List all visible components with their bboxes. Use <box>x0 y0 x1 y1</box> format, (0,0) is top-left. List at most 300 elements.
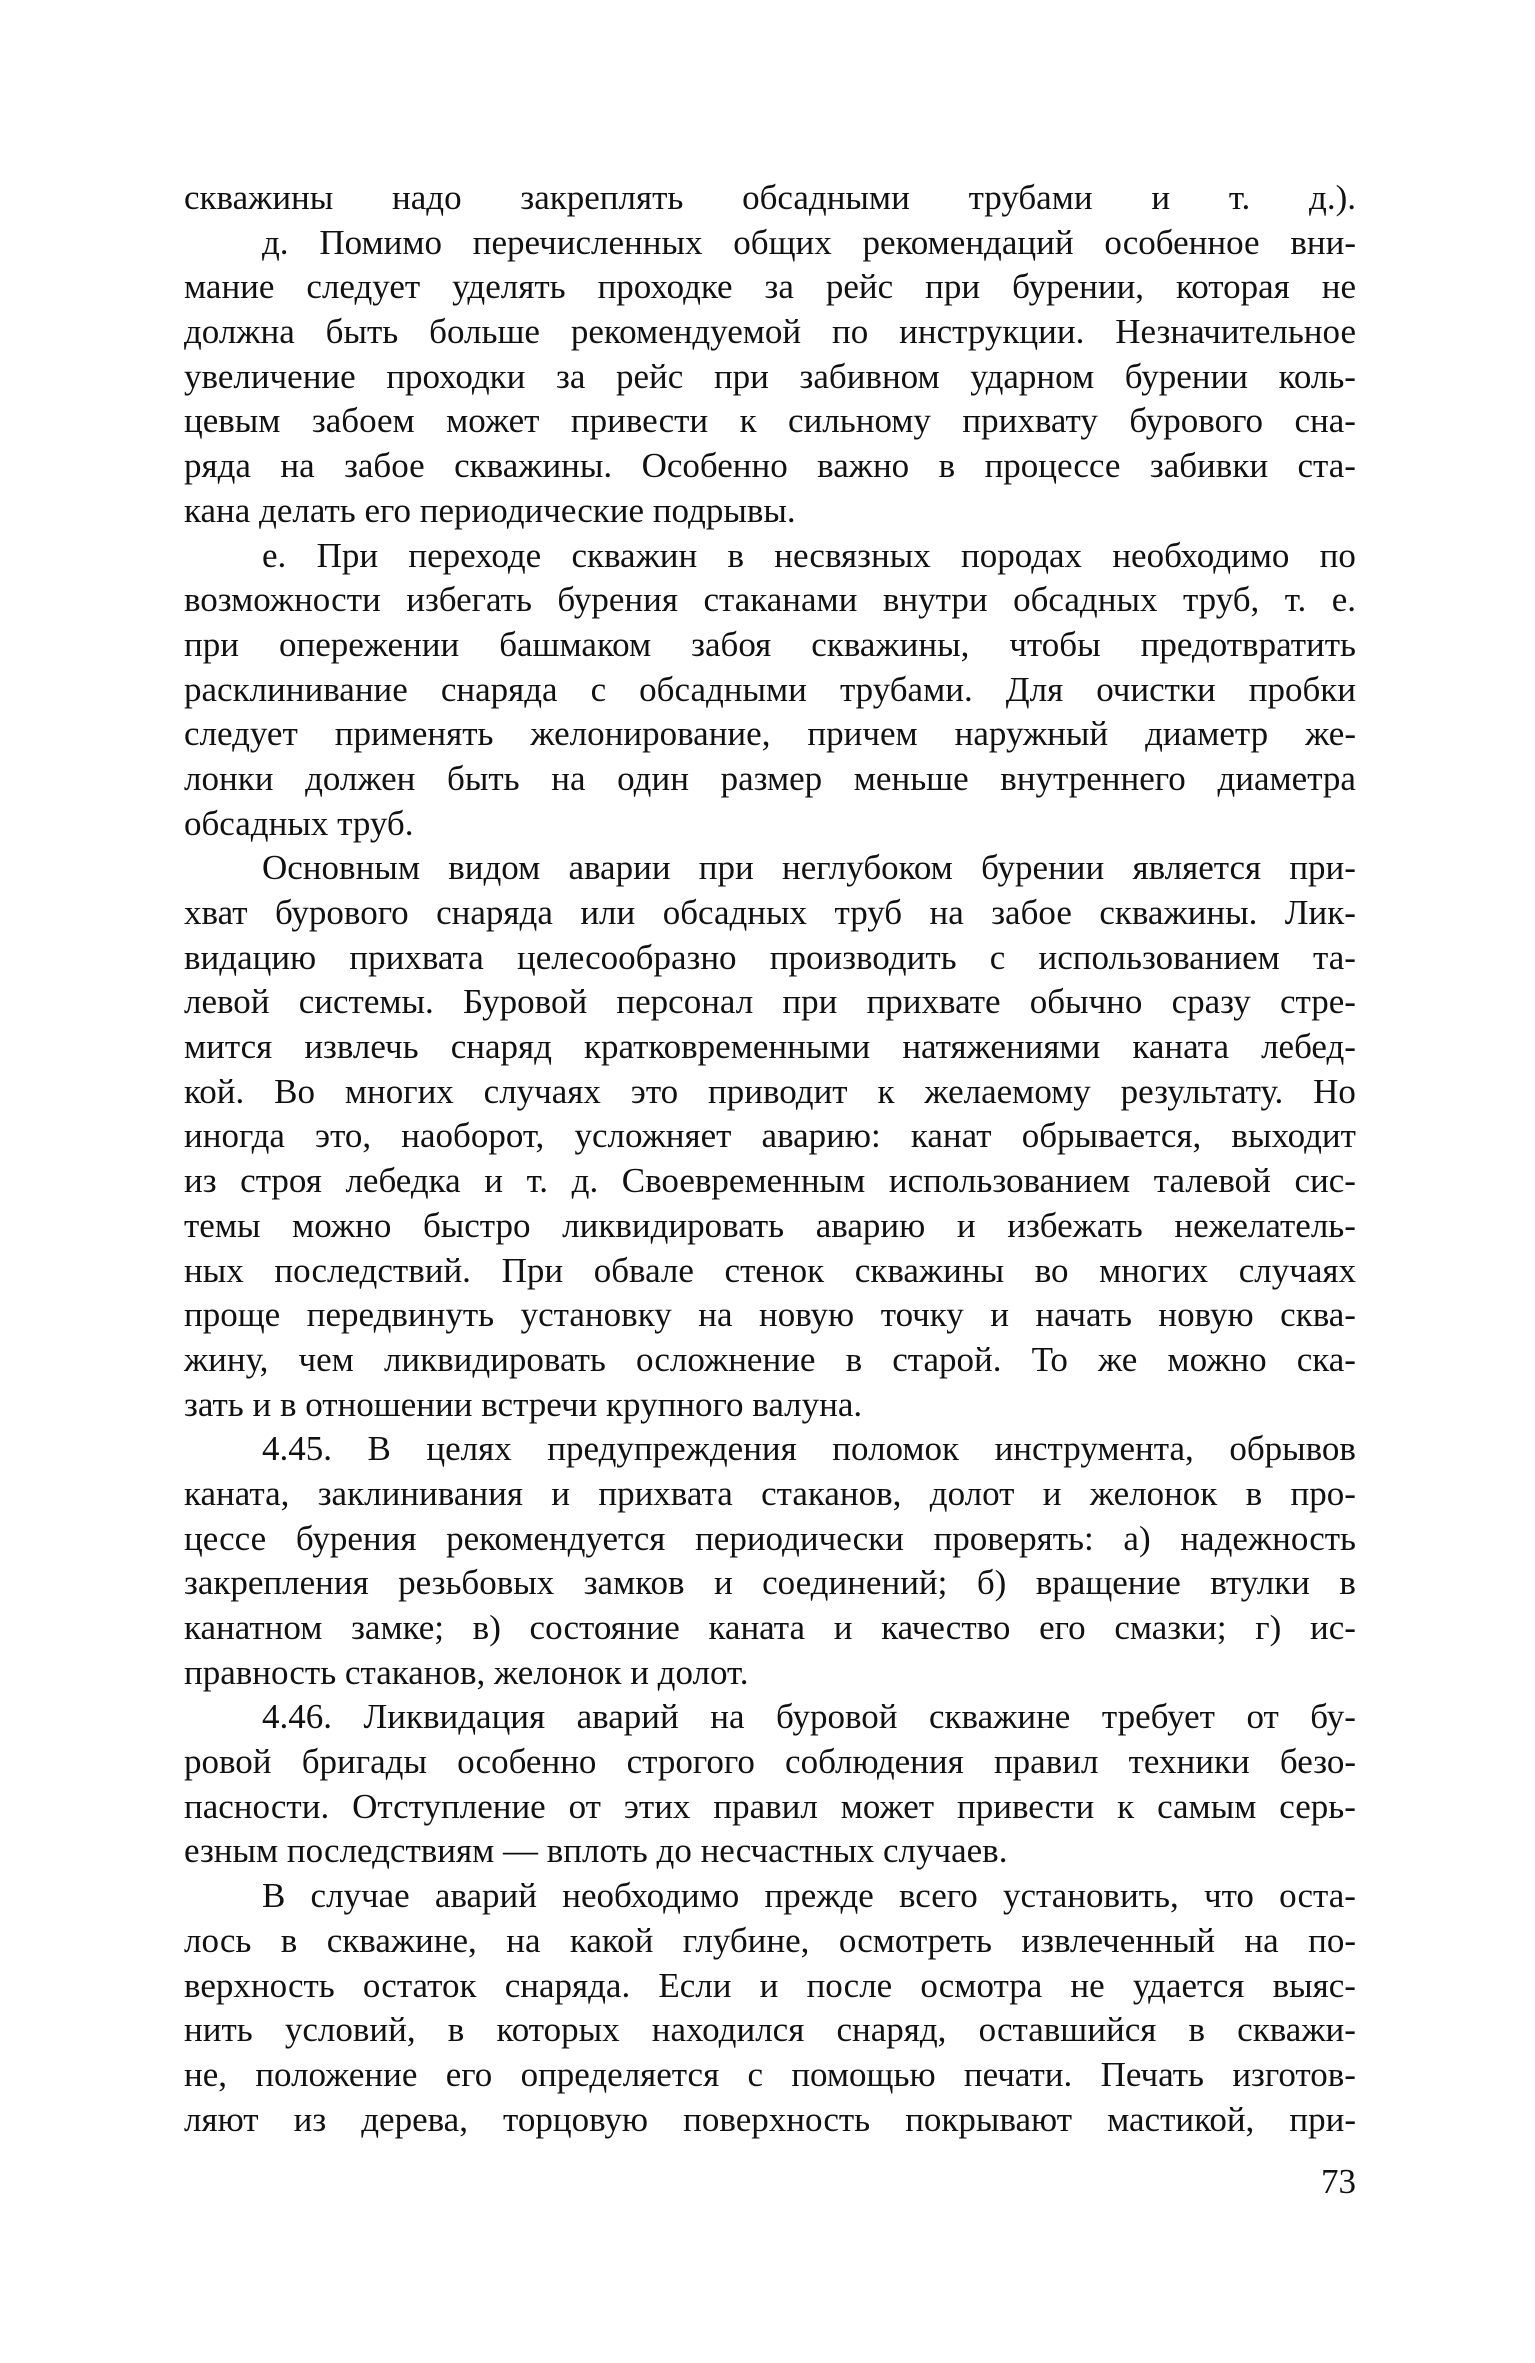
text-line <box>184 1159 1356 1204</box>
word: желонок <box>1089 1473 1218 1513</box>
word: про- <box>1290 1473 1356 1513</box>
word: и <box>833 1608 853 1647</box>
text-line <box>184 2098 1356 2143</box>
word: стаканов, <box>761 1473 902 1513</box>
word: Печать <box>1100 2054 1205 2094</box>
word: надо <box>392 178 462 217</box>
word: породах <box>960 535 1083 575</box>
word: избежать <box>1007 1205 1143 1245</box>
word: бригады <box>301 1742 427 1782</box>
word: забоем <box>311 401 415 441</box>
word: этих <box>623 1786 691 1826</box>
word: Во <box>274 1071 315 1111</box>
word: и <box>990 1295 1010 1335</box>
word: помощью <box>791 2054 936 2094</box>
word: определяется <box>520 2054 720 2094</box>
word: вращение <box>1035 1563 1181 1603</box>
page-body <box>184 176 1356 2142</box>
word: привести <box>956 1786 1095 1826</box>
word: ровой <box>184 1742 272 1782</box>
text-line <box>184 1606 1356 1651</box>
word: т. <box>526 1161 549 1201</box>
word: привести <box>570 401 709 441</box>
word: мится <box>184 1027 273 1067</box>
word: Если <box>658 1965 732 2005</box>
word: новую <box>1158 1295 1254 1335</box>
paragraph-item-e <box>184 534 1356 847</box>
word: е. <box>1331 580 1356 620</box>
word: в <box>1245 1473 1263 1513</box>
text-line <box>184 1695 1356 1740</box>
word: случаях <box>1238 1250 1356 1290</box>
word: скважине <box>929 1697 1071 1737</box>
word: серь- <box>1279 1786 1356 1826</box>
word: производить <box>769 937 957 977</box>
word: инструкции. <box>899 312 1085 352</box>
word: случае <box>310 1876 410 1916</box>
word: обсадными <box>639 669 807 709</box>
word: извлечь <box>304 1027 419 1067</box>
word: состояние <box>529 1608 680 1647</box>
word: ликвидировать <box>383 1339 606 1379</box>
word: выяс- <box>1272 1965 1356 2005</box>
word: ных <box>184 1250 244 1290</box>
word: скважины. <box>1099 893 1258 932</box>
word: прихвата <box>349 937 484 977</box>
word: не <box>1321 267 1356 307</box>
word: печати. <box>963 2054 1073 2094</box>
word: снаряда <box>440 669 558 709</box>
word: снаряд <box>450 1027 552 1067</box>
word: его <box>445 2054 493 2094</box>
text-line <box>184 176 1356 221</box>
word: мание <box>184 267 275 307</box>
word: снаряда. <box>504 1965 631 2005</box>
word: в <box>1188 2010 1206 2050</box>
word: снаряд, <box>836 2010 947 2050</box>
word: возможности <box>184 580 381 620</box>
word: скважины <box>854 1250 1005 1290</box>
word: при <box>184 624 239 664</box>
word: использованием <box>1038 937 1280 977</box>
word: удается <box>1132 1965 1245 2005</box>
text-line <box>184 1249 1356 1294</box>
text-line <box>184 1964 1356 2009</box>
word: и <box>1151 178 1171 217</box>
word: целесообразно <box>516 937 737 977</box>
word: в <box>280 1920 298 1960</box>
word: установить, <box>1002 1876 1179 1916</box>
word: качество <box>881 1608 1011 1647</box>
word: Но <box>1313 1071 1356 1111</box>
word: проходке <box>597 267 733 307</box>
word: избегать <box>406 580 532 620</box>
word: обрывается, <box>1021 1116 1202 1156</box>
word: ис- <box>1309 1608 1356 1647</box>
word: обрывов <box>1229 1429 1356 1469</box>
word: Для <box>1005 669 1064 709</box>
word: вни- <box>1290 222 1356 262</box>
text-line <box>184 936 1356 981</box>
word: Буровой <box>462 982 588 1022</box>
word: лебед- <box>1261 1027 1356 1067</box>
word: покрывают <box>905 2099 1073 2139</box>
text-line <box>184 2053 1356 2098</box>
word: наоборот, <box>401 1116 545 1156</box>
word: забое <box>991 893 1072 932</box>
word: нежелатель- <box>1174 1205 1356 1245</box>
word: обвале <box>593 1250 694 1290</box>
paragraph-continuation <box>184 176 1356 221</box>
word: ска- <box>1296 1339 1356 1379</box>
word: 4.46. <box>262 1697 332 1737</box>
word: 4.45. <box>262 1429 332 1469</box>
word: аварии <box>568 848 671 888</box>
word: стенок <box>724 1250 825 1290</box>
word: заклинивания <box>317 1473 523 1513</box>
word: аварий <box>434 1876 538 1916</box>
paragraph-item-d <box>184 221 1356 534</box>
word: башмаком <box>499 624 652 664</box>
word: ста- <box>1297 446 1356 486</box>
text-line <box>184 265 1356 310</box>
word: соблюдения <box>785 1742 964 1782</box>
word: осмотреть <box>838 1920 992 1960</box>
word: на <box>551 758 586 798</box>
word: закрепления <box>184 1563 369 1603</box>
paragraph-section-4-45 <box>184 1427 1356 1695</box>
word: сильному <box>788 401 931 441</box>
word: При <box>316 535 379 575</box>
word: внутри <box>882 580 988 620</box>
text-line: правность стаканов, желонок и долот. <box>184 1652 749 1692</box>
text-line: кана делать его периодические подрывы. <box>184 490 796 530</box>
text-line <box>184 1740 1356 1785</box>
word: изготов- <box>1232 2054 1356 2094</box>
word: самым <box>1157 1786 1257 1826</box>
word: должен <box>305 758 416 798</box>
word: кой. <box>184 1071 245 1111</box>
word: при <box>713 356 769 396</box>
paragraph-accident-procedure <box>184 1874 1356 2142</box>
word: необходимо <box>562 1876 740 1916</box>
word: является <box>1132 848 1262 888</box>
word: на <box>1244 1920 1279 1960</box>
text-line <box>184 1025 1356 1070</box>
word: начать <box>1035 1295 1132 1335</box>
word: стре- <box>1279 982 1356 1022</box>
word: скважины <box>184 178 334 217</box>
word: с <box>747 2054 764 2094</box>
word: процессе <box>984 446 1121 486</box>
word: остаток <box>362 1965 477 2005</box>
word: на <box>698 1295 733 1335</box>
word: Отступление <box>352 1786 546 1826</box>
word: забоя <box>691 624 772 664</box>
word: рекомендаций <box>862 222 1074 262</box>
word: скважи- <box>1237 2010 1356 2050</box>
word: ляют <box>184 2099 259 2139</box>
word: это, <box>315 1116 372 1156</box>
word: быстро <box>422 1205 531 1245</box>
word: аварий <box>576 1697 679 1737</box>
word: буровой <box>776 1697 898 1737</box>
word: замке; <box>351 1608 444 1647</box>
word: за <box>764 267 794 307</box>
word: во <box>1034 1250 1069 1290</box>
word: в <box>938 446 956 486</box>
word: Своевременным <box>621 1161 866 1201</box>
word: уделять <box>452 267 566 307</box>
text-line <box>184 1517 1356 1562</box>
word: и <box>713 1563 733 1603</box>
word: поломок <box>832 1429 960 1469</box>
text-line <box>184 1785 1356 1830</box>
word: не, <box>184 2054 228 2094</box>
word: которых <box>496 2010 620 2050</box>
word: общих <box>733 222 832 262</box>
word: жину, <box>184 1339 269 1379</box>
word: на <box>280 446 315 486</box>
word: кратковременными <box>583 1027 871 1067</box>
word: правил <box>713 1786 818 1826</box>
word: скважины. <box>454 446 613 486</box>
word: и <box>956 1205 976 1245</box>
word: канат <box>910 1116 992 1156</box>
text-line <box>184 891 1356 936</box>
word: торцовую <box>503 2099 649 2139</box>
word: д. <box>262 222 289 262</box>
word: рейс <box>825 267 894 307</box>
word: Ликвидация <box>363 1697 546 1737</box>
word: точку <box>880 1295 964 1335</box>
word: иногда <box>184 1116 285 1156</box>
word: д. <box>571 1161 599 1201</box>
word: соединений; <box>762 1563 948 1603</box>
word: быть <box>447 758 520 798</box>
word: можно <box>292 1205 392 1245</box>
word: левой <box>184 982 270 1022</box>
word: В <box>367 1429 391 1469</box>
word: скважине, <box>326 1920 477 1960</box>
word: при <box>925 267 981 307</box>
word: при <box>698 848 754 888</box>
word: сис- <box>1294 1161 1356 1201</box>
text-line <box>184 1293 1356 1338</box>
word: долот <box>929 1473 1015 1513</box>
text-line <box>184 1472 1356 1517</box>
word: бурении, <box>1012 267 1145 307</box>
text-line <box>184 1338 1356 1383</box>
word: канатном <box>184 1608 323 1647</box>
word: обсадных <box>1013 580 1158 620</box>
word: резьбовых <box>398 1563 555 1603</box>
text-line <box>184 444 1356 489</box>
word: необходимо <box>1112 535 1290 575</box>
word: наружный <box>954 714 1109 754</box>
word: должна <box>184 312 295 352</box>
word: обычно <box>1029 982 1143 1022</box>
word: не <box>1070 1965 1105 2005</box>
word: втулки <box>1210 1563 1310 1603</box>
word: каната, <box>184 1473 290 1513</box>
word: его <box>1039 1608 1086 1647</box>
text-line <box>184 712 1356 757</box>
word: важно <box>817 446 910 486</box>
word: При <box>501 1250 564 1290</box>
word: аварию <box>815 1205 926 1245</box>
word: проверять: <box>933 1518 1094 1558</box>
paragraph-main-accident <box>184 846 1356 1427</box>
word: к <box>1117 1786 1135 1826</box>
word: чем <box>298 1339 354 1379</box>
word: каната <box>708 1608 806 1647</box>
word: же- <box>1305 714 1356 754</box>
word: результату. <box>1120 1071 1284 1111</box>
text-line <box>184 1070 1356 1115</box>
word: лось <box>184 1920 252 1960</box>
text-line <box>184 1204 1356 1249</box>
word: персонал <box>616 982 754 1022</box>
word: забое <box>344 446 425 486</box>
text-line <box>184 2008 1356 2053</box>
word: диаметра <box>1217 758 1356 798</box>
word: дерева, <box>361 2099 468 2139</box>
word: т. <box>1284 580 1307 620</box>
word: д.). <box>1309 178 1356 217</box>
word: поверхность <box>683 2099 871 2139</box>
word: хват <box>184 893 248 932</box>
word: многих <box>344 1071 454 1111</box>
word: в <box>1339 1563 1356 1603</box>
word: что <box>1203 1876 1254 1916</box>
text-line <box>184 221 1356 266</box>
word: причем <box>807 714 918 754</box>
word: случаях <box>483 1071 601 1111</box>
word: прихвату <box>962 401 1098 441</box>
word: требует <box>1101 1697 1215 1737</box>
word: может <box>446 401 540 441</box>
word: натяжениями <box>902 1027 1101 1067</box>
word: всего <box>898 1876 978 1916</box>
word: установку <box>520 1295 672 1335</box>
word: приводит <box>708 1071 848 1111</box>
text-line <box>184 534 1356 579</box>
word: из <box>184 1161 217 1201</box>
word: по <box>832 312 869 352</box>
word: прежде <box>764 1876 874 1916</box>
word: после <box>806 1965 893 2005</box>
word: Основным <box>262 848 420 888</box>
word: сква- <box>1280 1295 1356 1335</box>
word: проще <box>184 1295 281 1335</box>
word: размер <box>720 758 823 798</box>
text-line <box>184 1114 1356 1159</box>
word: прихвате <box>866 982 1001 1022</box>
word: сна- <box>1294 401 1356 441</box>
text-line: обсадных труб. <box>184 803 414 843</box>
word: использованием <box>888 1161 1131 1201</box>
word: и <box>484 1161 504 1201</box>
word: на <box>929 893 964 932</box>
word: предотвратить <box>1140 624 1356 664</box>
word: в) <box>472 1608 501 1647</box>
word: скважины, <box>811 624 970 664</box>
word: чтобы <box>1009 624 1101 664</box>
word: бурения <box>295 1518 417 1558</box>
word: за <box>556 356 586 396</box>
word: перечисленных <box>472 222 703 262</box>
text-line <box>184 1427 1356 1472</box>
word: с <box>590 669 607 709</box>
word: и <box>551 1473 570 1513</box>
word: к <box>739 401 757 441</box>
word: новую <box>759 1295 855 1335</box>
word: безо- <box>1279 1742 1356 1782</box>
word: строя <box>240 1161 322 1201</box>
text-line <box>184 578 1356 623</box>
word: верхность <box>184 1965 335 2005</box>
word: е. <box>262 535 287 575</box>
text-line <box>184 399 1356 444</box>
word: т. <box>1228 178 1251 217</box>
word: проходки <box>386 356 526 396</box>
word: осмотра <box>920 1965 1043 2005</box>
word: извлеченный <box>1021 1920 1215 1960</box>
word: предупреждения <box>547 1429 797 1469</box>
word: желаемому <box>924 1071 1091 1111</box>
word: условий, <box>284 2010 416 2050</box>
word: пробки <box>1248 669 1356 709</box>
word: системы. <box>298 982 434 1022</box>
word: диаметр <box>1145 714 1269 754</box>
word: особенно <box>457 1742 597 1782</box>
word: применять <box>334 714 494 754</box>
word: и <box>1042 1473 1062 1513</box>
word: забивки <box>1149 446 1269 486</box>
word: опережении <box>278 624 460 664</box>
word: строгого <box>626 1742 755 1782</box>
word: при <box>782 982 838 1022</box>
word: Особенно <box>641 446 788 486</box>
paragraph-section-4-46 <box>184 1695 1356 1874</box>
word: какой <box>569 1920 654 1960</box>
text-line <box>184 980 1356 1025</box>
word: которая <box>1176 267 1290 307</box>
word: желонирование, <box>530 714 771 754</box>
word: лебедка <box>345 1161 461 1201</box>
word: осложнение <box>636 1339 816 1379</box>
text-line <box>184 355 1356 400</box>
word: правил <box>993 1742 1099 1782</box>
word: может <box>840 1786 935 1826</box>
word: в <box>447 2010 465 2050</box>
word: по- <box>1308 1920 1356 1960</box>
text-line <box>184 1919 1356 1964</box>
word: обсадных <box>662 893 808 932</box>
word: с <box>989 937 1006 977</box>
text-line <box>184 757 1356 802</box>
word: передвинуть <box>306 1295 495 1335</box>
word: положение <box>255 2054 418 2094</box>
text-line <box>184 623 1356 668</box>
word: стаканами <box>703 580 858 620</box>
word: периодически <box>695 1518 904 1558</box>
word: в <box>845 1339 863 1379</box>
word: быть <box>325 312 399 352</box>
word: забивном <box>799 356 940 396</box>
word: бу- <box>1310 1697 1356 1737</box>
